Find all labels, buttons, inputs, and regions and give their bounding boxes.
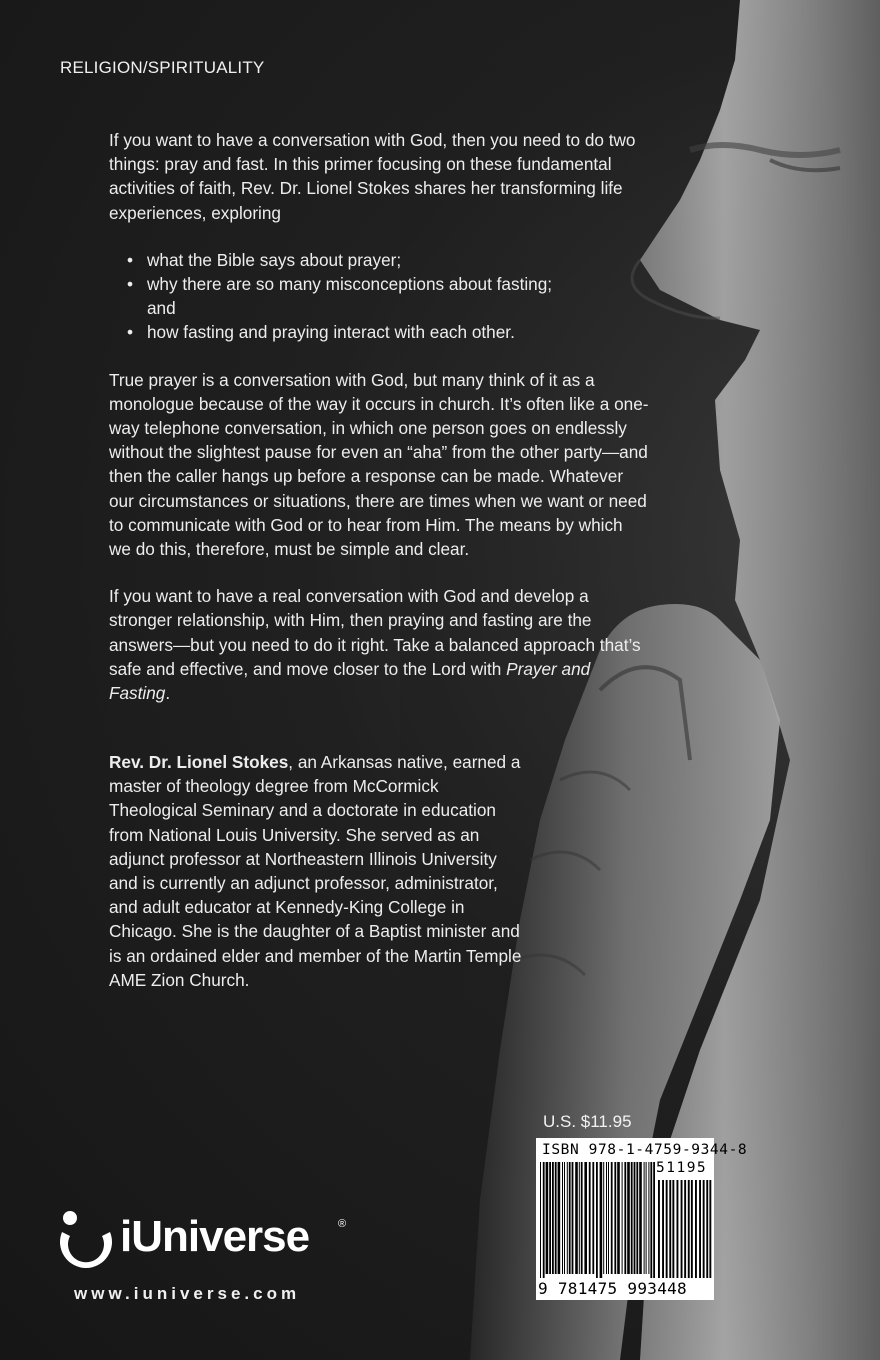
barcode-bar [706,1180,708,1278]
barcode-bar [555,1162,557,1274]
prayer-paragraph: True prayer is a conversation with God, but many think of it as a monologue because of the way it occurs in church. It’s often like a one-way telephone conversation, in which one person goes on endlessly without the slightest pause for even an “aha” from the other party—and then the caller hangs up before a response can be made. Whatever our circumstances or situations, there are times when we want or need to communicate with God or to hear from Him. The means by which we do this, therefore, must be simple and clear. [109,369,649,560]
barcode-bar [662,1180,664,1278]
isbn-number: 9 781475 993448 [538,1279,687,1298]
barcode-bar [611,1162,613,1274]
barcode-bar [669,1180,671,1278]
barcode-bar [589,1162,591,1274]
barcode-bar [699,1180,701,1278]
bio-text: , an Arkansas native, earned a master of theology degree from McCormick Theological Seminary and a doctorate in education from National Louis University. She served as an adjunct professor at Northeastern Illinois University and is currently an adjunct professor, administrator, and adult educator at Kennedy-King College in Chicago. She is the daughter of a Baptist minister and is an ordained elder and member of the Martin Temple AME Zion Church. [109,752,522,990]
barcode-bar [575,1162,578,1274]
barcode-bar [600,1162,603,1278]
list-item: • what the Bible says about prayer; [109,248,559,272]
barcode-bar [603,1162,604,1274]
author-name: Rev. Dr. Lionel Stokes [109,752,289,772]
barcode-bar [564,1162,565,1274]
barcode-bar [569,1162,571,1274]
book-title: Prayer and Fasting [109,658,591,704]
price-label: U.S. $11.95 [543,1112,632,1131]
barcode-bar [608,1162,609,1274]
barcode-bar [540,1162,541,1278]
list-item: • how fasting and praying interact with each other. [109,320,559,344]
barcode-bar [543,1162,545,1278]
barcode-bar [596,1162,598,1278]
barcode-bar [631,1162,633,1274]
author-bio [109,750,529,992]
barcode-bar [684,1180,686,1278]
barcode-bar [695,1180,697,1278]
barcode-bar [636,1162,638,1274]
barcode-bar [617,1162,620,1274]
barcode-bar [658,1180,660,1278]
barcode-bar [703,1180,705,1278]
publisher-name: iUniverse [120,1212,310,1261]
barcode-bar [648,1162,649,1274]
barcode-bar [552,1162,554,1274]
barcode-bar [627,1162,630,1274]
closing-text: If you want to have a real conversation with God and develop a stronger relationship, with Him, then praying and fasting are the answers—but you need to do it right. Take a balanced approach that’s safe and effective, and move closer to the Lord with [109,586,641,679]
isbn-barcode [536,1138,748,1300]
barcode-bar [634,1162,636,1274]
barcode-bar [584,1162,587,1274]
barcode-bar [639,1162,642,1274]
barcode-bar [650,1162,652,1278]
barcode-bar [558,1162,561,1274]
intro-paragraph: If you want to have a conversation with God, then you need to do two things: pray and fast. In this primer focusing on these fundamental activities of faith, Rev. Dr. Lionel Stokes shares her transforming life experiences, exploring [109,130,636,223]
topics-list [109,248,559,345]
barcode-bar [681,1180,683,1278]
barcode-bar [644,1162,645,1274]
barcode-bar [653,1162,655,1278]
barcode-bar [572,1162,574,1274]
barcode-bar [691,1180,693,1278]
list-item: • why there are so many misconceptions about fasting; and [109,272,559,320]
barcode-bar [579,1162,580,1274]
barcode-bar [567,1162,568,1274]
price-addon-code: 51195 [656,1160,708,1176]
barcode-bar [546,1162,549,1274]
barcode-bar [614,1162,616,1274]
iuniverse-logo-icon [58,1208,118,1272]
barcode-bar [672,1180,674,1278]
barcode-bar [709,1180,711,1278]
barcode-bars [536,1138,714,1300]
barcode-bar [592,1162,594,1274]
book-description [109,128,649,728]
registered-mark: ® [338,1218,347,1230]
category-label: RELIGION/SPIRITUALITY [60,58,265,77]
barcode-bar [622,1162,623,1274]
barcode-bar [624,1162,626,1274]
isbn-label: ISBN 978-1-4759-9344-8 [542,1142,748,1158]
barcode-bar [666,1180,668,1278]
closing-period: . [165,683,171,704]
barcode-bar [677,1180,679,1278]
barcode-bar [562,1162,563,1274]
closing-paragraph [109,584,649,705]
barcode-bar [606,1162,607,1274]
barcode-bar [581,1162,583,1274]
iuniverse-logo [58,1208,358,1272]
barcode-bar [688,1180,690,1278]
barcode-bar [646,1162,647,1274]
barcode-bar [549,1162,551,1274]
publisher-website: www.iuniverse.com [74,1284,301,1303]
